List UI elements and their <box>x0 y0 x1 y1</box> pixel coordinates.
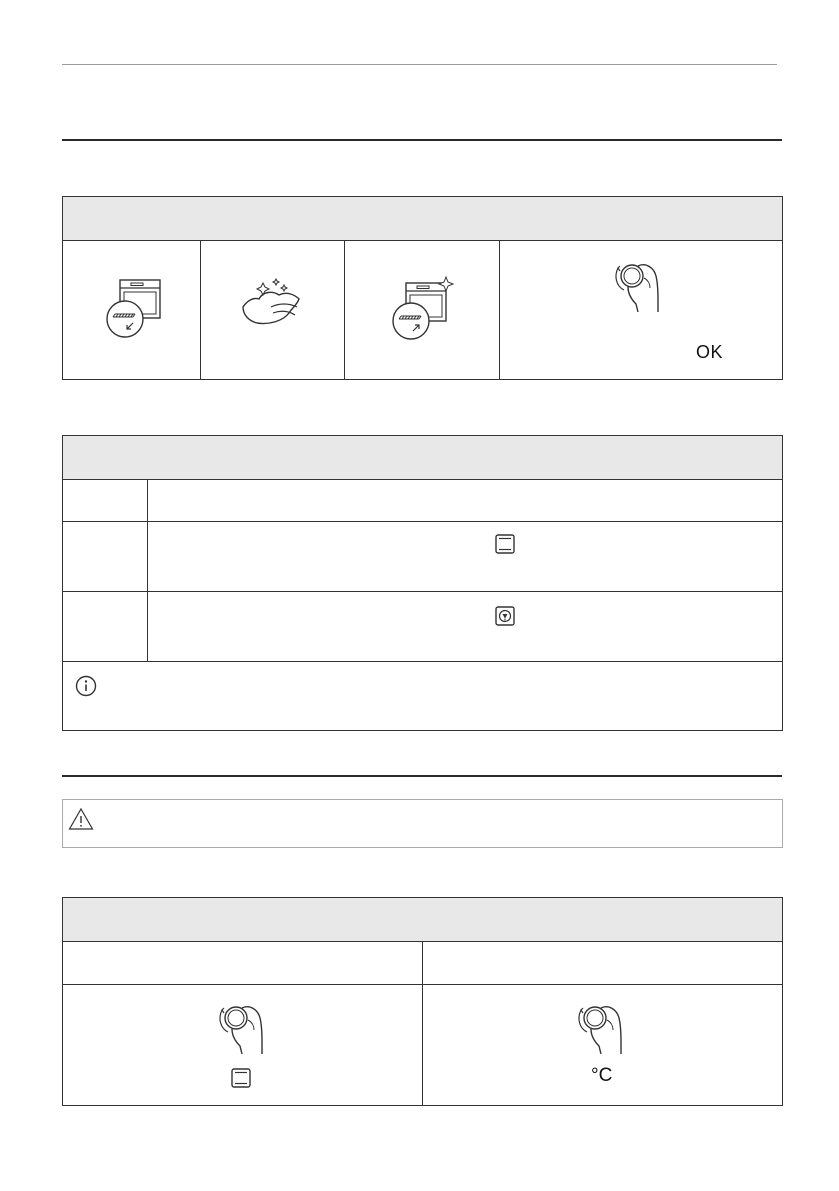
fan-cooking-icon <box>495 606 515 626</box>
function-knob-icon <box>212 996 268 1056</box>
knob-table <box>62 897 783 1106</box>
knob-table-header <box>63 898 782 942</box>
remove-accessories-icon <box>103 277 165 339</box>
temperature-label: °C <box>591 1065 613 1086</box>
clean-cloth-icon <box>239 277 305 329</box>
column-divider <box>499 240 500 380</box>
row-divider <box>63 661 782 662</box>
steps-table <box>62 196 783 380</box>
row-divider <box>63 521 782 522</box>
column-divider <box>344 240 345 380</box>
column-divider <box>147 479 148 662</box>
function-table <box>62 435 783 731</box>
section-rule <box>62 139 782 141</box>
section-rule <box>62 775 782 777</box>
warning-box <box>62 799 783 848</box>
conventional-cooking-icon <box>231 1068 251 1088</box>
insert-accessories-icon <box>391 275 455 341</box>
row-divider <box>63 591 782 592</box>
column-divider <box>422 941 423 1106</box>
conventional-cooking-icon <box>495 534 515 554</box>
steps-table-header <box>63 197 782 241</box>
column-divider <box>200 240 201 380</box>
knob-turn-icon <box>608 254 664 314</box>
temperature-knob-icon <box>571 996 627 1056</box>
ok-label: OK <box>696 342 724 362</box>
warning-triangle-icon <box>68 807 94 831</box>
function-table-header <box>63 436 782 480</box>
page-header-rule <box>62 64 777 65</box>
info-icon <box>75 675 97 697</box>
